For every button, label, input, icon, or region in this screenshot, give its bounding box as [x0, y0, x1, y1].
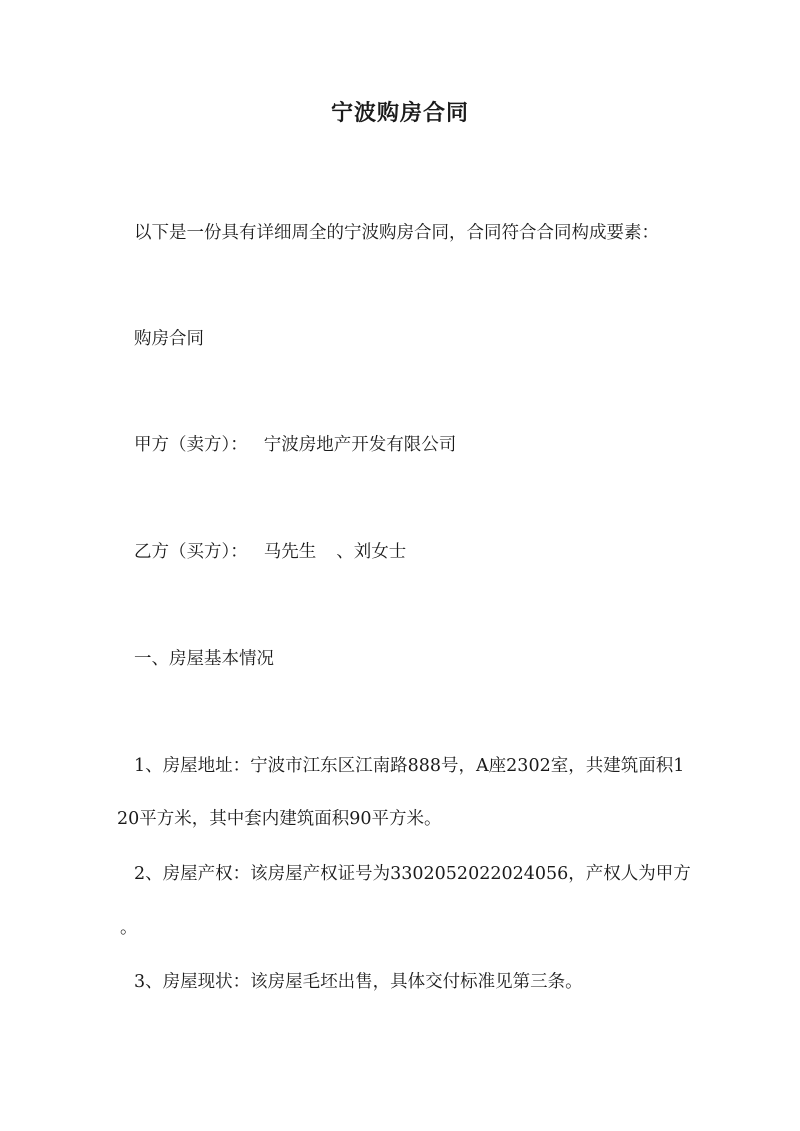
item-2-line-2: 。 [120, 918, 138, 938]
item-1-line-2: 20平方米，其中套内建筑面积90平方米。 [117, 809, 442, 829]
item-3-line: 3、房屋现状：该房屋毛坯出售，具体交付标准见第三条。 [134, 972, 583, 992]
section-1-heading: 一、房屋基本情况 [134, 649, 274, 669]
party-a-value: 宁波房地产开发有限公司 [263, 435, 457, 455]
party-b-line [134, 538, 694, 563]
item-2-line-1: 2、房屋产权：该房屋产权证号为3302052022024056，产权人为甲方 [134, 864, 691, 884]
item-1-line-1: 1、房屋地址：宁波市江东区江南路888号，A座2302室，共建筑面积1 [134, 756, 685, 776]
party-a-label: 甲方（卖方）： [134, 435, 248, 455]
party-b-person2: 、刘女士 [336, 542, 407, 562]
party-a-line [134, 431, 694, 456]
document-title: 宁波购房合同 [330, 100, 469, 126]
party-b-label: 乙方（买方）： [134, 542, 248, 562]
party-b-person1: 马先生 [263, 542, 317, 562]
contract-heading: 购房合同 [134, 329, 204, 349]
intro-paragraph: 以下是一份具有详细周全的宁波购房合同，合同符合合同构成要素： [134, 223, 659, 243]
